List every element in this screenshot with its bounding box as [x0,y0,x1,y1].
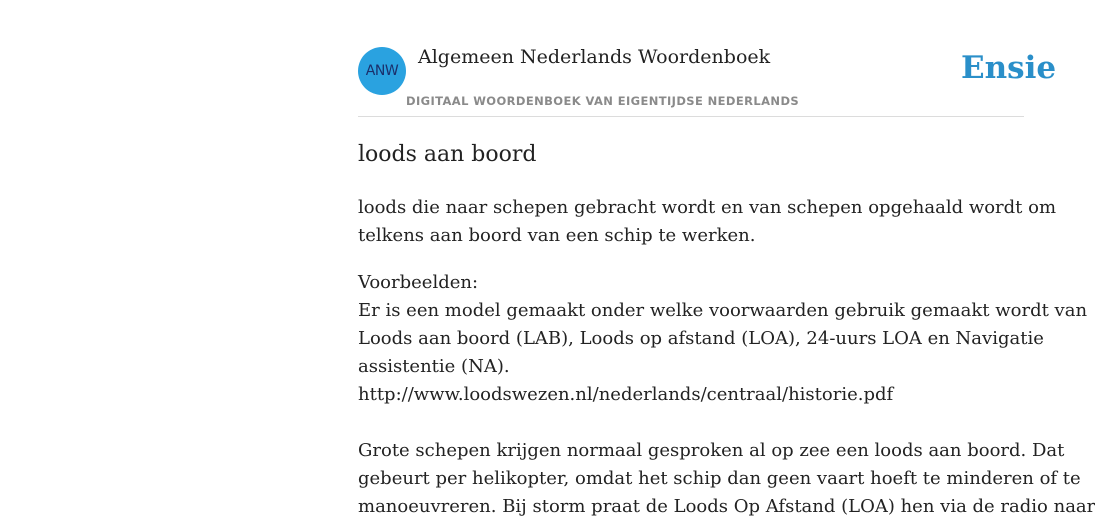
example-item [358,297,1088,409]
definition-line: telkens aan boord van een schip te werken. [358,225,756,246]
example-item [358,437,1095,521]
entry-title: loods aan boord [358,142,537,167]
example-line: Er is een model gemaakt onder welke voorwaarden gebruik gemaakt wordt van [358,300,1088,321]
example-line: Grote schepen krijgen normaal gesproken al op zee een loods aan boord. Dat [358,440,1065,461]
site-header [358,0,1057,117]
examples-section [358,269,1095,521]
definition-line: loods die naar schepen gebracht wordt en van schepen opgehaald wordt om [358,197,1057,218]
examples-label: Voorbeelden: [358,272,479,293]
logo-text: ANW [365,63,399,79]
entry-definition [358,194,1057,250]
example-line: gebeurt per helikopter, omdat het schip dan geen vaart hoeft te minderen of te [358,468,1081,489]
example-line: assistentie (NA). [358,356,510,377]
ensie-logo[interactable]: Ensie [961,50,1057,86]
example-line: manoeuvreren. Bij storm praat de Loods Op Afstand (LOA) hen via de radio naar [358,496,1095,517]
site-subtitle: DIGITAAL WOORDENBOEK VAN EIGENTIJDSE NEDERLANDS [406,94,800,108]
anw-logo[interactable] [358,47,406,95]
entry-content [358,139,1095,517]
example-source: http://www.loodswezen.nl/nederlands/centraal/historie.pdf [358,384,894,405]
site-title[interactable]: Algemeen Nederlands Woordenboek [418,46,771,68]
example-line: Loods aan boord (LAB), Loods op afstand (LOA), 24-uurs LOA en Navigatie [358,328,1044,349]
